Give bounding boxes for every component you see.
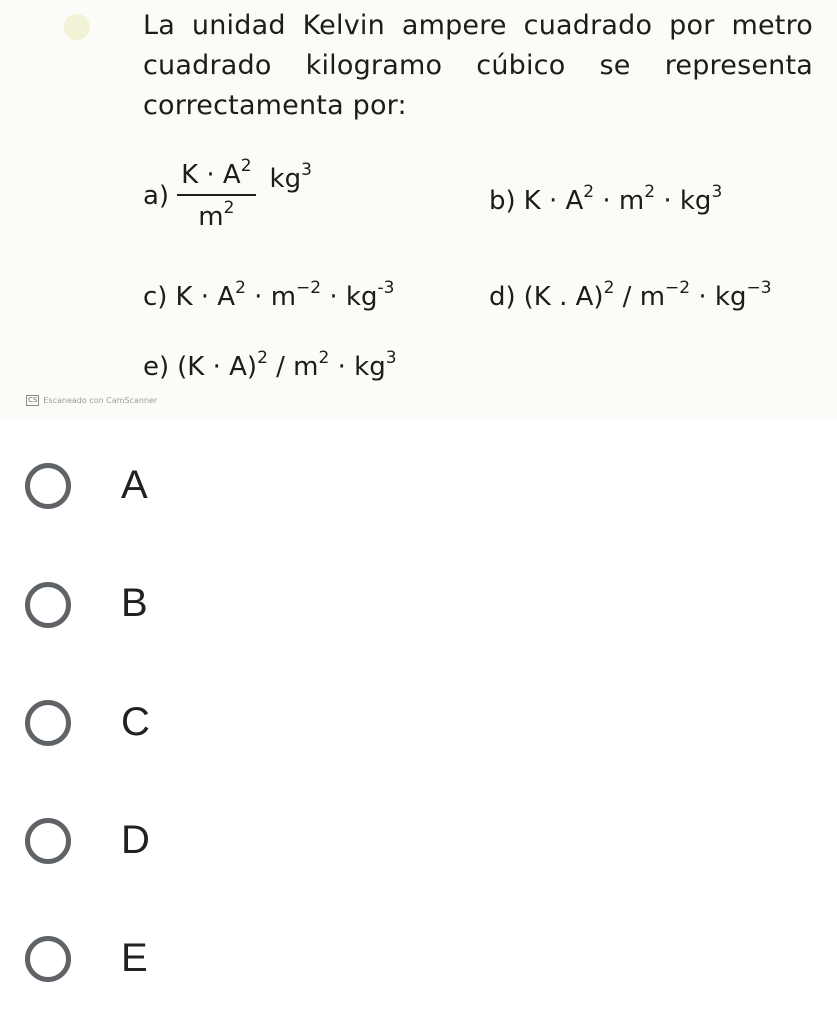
choice-e-label[interactable]: E	[121, 936, 148, 980]
option-a-denominator: $m^2$	[198, 198, 235, 232]
option-b-label: b)	[489, 186, 516, 216]
option-a-numerator: $K \cdot A^2$	[177, 160, 255, 196]
option-c	[143, 278, 395, 312]
radio-c[interactable]	[25, 700, 71, 746]
choice-d-label[interactable]: D	[121, 818, 150, 862]
radio-a[interactable]	[25, 463, 71, 509]
choice-b-label[interactable]: B	[121, 581, 148, 625]
option-d	[489, 278, 772, 312]
choice-e[interactable]	[0, 898, 837, 1016]
option-d-expression: (K . $A)^2 / m^{-2} \cdot kg^{-3}$	[523, 278, 772, 312]
choice-c[interactable]	[0, 662, 837, 780]
option-a-tail: $kg^3$	[269, 160, 312, 194]
question-number-badge	[64, 14, 90, 40]
radio-d[interactable]	[25, 818, 71, 864]
radio-b[interactable]	[25, 582, 71, 628]
radio-e[interactable]	[25, 936, 71, 982]
option-b	[489, 182, 723, 216]
answer-choices	[0, 426, 837, 1016]
choice-c-label[interactable]: C	[121, 700, 150, 744]
option-d-label: d)	[489, 282, 516, 312]
choice-a-label[interactable]: A	[121, 463, 148, 507]
option-a-label: a)	[143, 181, 170, 211]
option-a	[143, 156, 312, 232]
option-a-fraction	[177, 156, 255, 232]
option-e-label: e)	[143, 352, 170, 382]
scanner-watermark-text: Escaneado con CamScanner	[43, 396, 158, 405]
choice-b[interactable]	[0, 544, 837, 662]
option-e	[143, 348, 397, 382]
option-e-expression: $(K \cdot A)^2 / m^2 \cdot kg^3$	[177, 348, 397, 382]
option-c-expression: $K \cdot A^2 \cdot m^{-2} \cdot kg^{-3}$	[175, 278, 395, 312]
question-stem: La unidad Kelvin ampere cuadrado por metro cuadrado kilogramo cúbico se representa correctamenta por:	[143, 10, 813, 121]
question-image	[0, 0, 837, 420]
scanner-watermark	[26, 395, 157, 406]
option-c-label: c)	[143, 282, 168, 312]
choice-a[interactable]	[0, 426, 837, 544]
option-b-expression: $K \cdot A^2 \cdot m^2 \cdot kg^3$	[523, 182, 723, 216]
choice-d[interactable]	[0, 780, 837, 898]
camscanner-logo-icon: CS	[28, 396, 38, 404]
